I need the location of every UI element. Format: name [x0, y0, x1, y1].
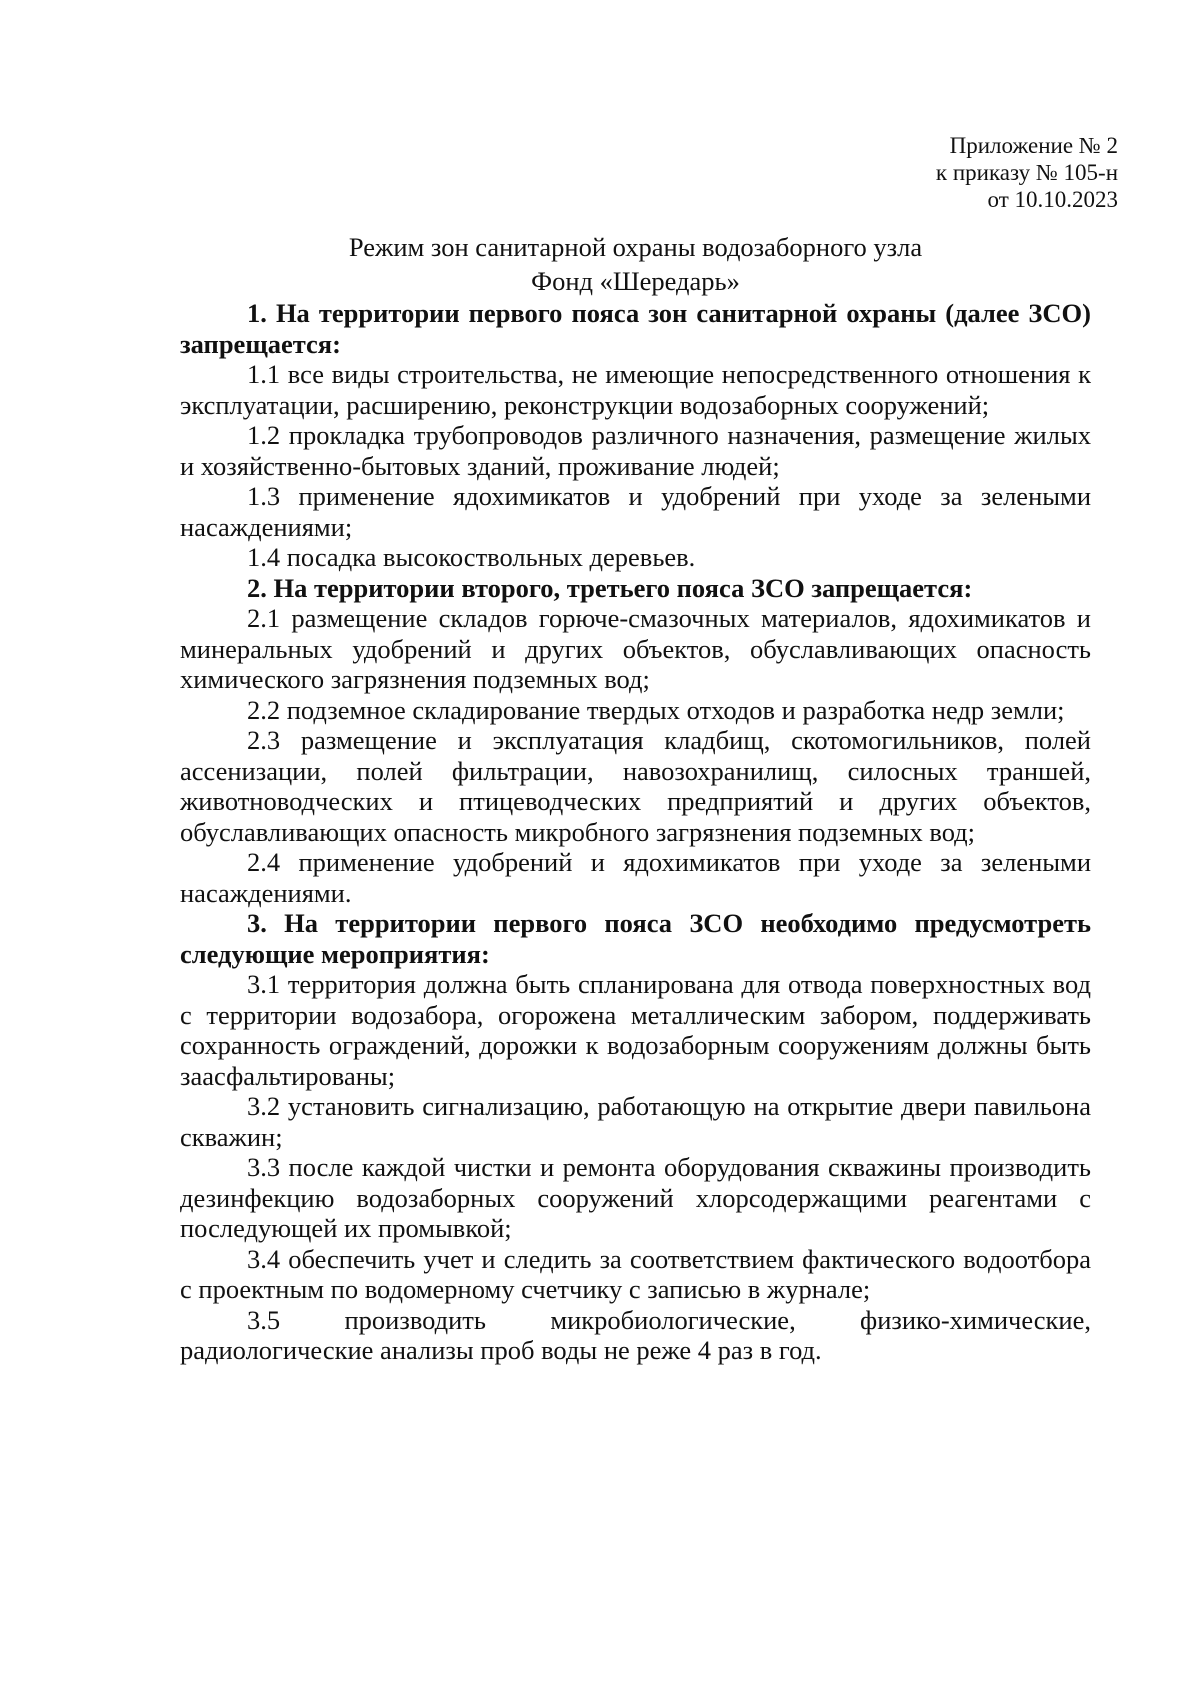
item-3-2: 3.2 установить сигнализацию, работающую на открытие двери павильона скважин; — [180, 1091, 1091, 1152]
annex-order-ref: к приказу № 105-н — [935, 160, 1118, 185]
item-3-4: 3.4 обеспечить учет и следить за соответствием фактического водоотбора с проектным по водомерному счетчику с записью в журнале; — [180, 1243, 1091, 1304]
document-body — [180, 230, 1091, 1366]
annex-number: Приложение № 2 — [949, 133, 1118, 158]
annex-date: от 10.10.2023 — [987, 187, 1118, 212]
section-1-heading: 1. На территории первого пояса зон санитарной охраны (далее ЗСО) запрещается: — [180, 298, 1091, 359]
section-2-heading: 2. На территории второго, третьего пояса ЗСО запрещается: — [247, 572, 973, 603]
item-2-1: 2.1 размещение складов горюче-смазочных материалов, ядохимикатов и минеральных удобрений и других объектов, обуславливающих опасность химического загрязнения подземных вод; — [180, 603, 1091, 694]
item-3-5: 3.5 производить микробиологические, физико-химические, радиологические анализы проб воды не реже 4 раз в год. — [180, 1304, 1091, 1365]
item-1-3: 1.3 применение ядохимикатов и удобрений при уходе за зелеными насаждениями; — [180, 481, 1091, 542]
item-1-2: 1.2 прокладка трубопроводов различного назначения, размещение жилых и хозяйственно-бытовых зданий, проживание людей; — [180, 420, 1091, 481]
document-title — [180, 230, 1091, 298]
section-3-heading: 3. На территории первого пояса ЗСО необходимо предусмотреть следующие мероприятия: — [180, 908, 1091, 969]
item-2-2: 2.2 подземное складирование твердых отходов и разработка недр земли; — [247, 694, 1065, 725]
title-line-2: Фонд «Шередарь» — [531, 266, 740, 296]
item-2-3: 2.3 размещение и эксплуатация кладбищ, скотомогильников, полей ассенизации, полей фильтрации, навозохранилищ, силосных траншей, животноводческих и птицеводческих предприятий и других объектов, обуславливающих опасность микробного загрязнения подземных вод; — [180, 725, 1091, 847]
annex-block — [936, 132, 1118, 213]
title-line-1: Режим зон санитарной охраны водозаборного узла — [348, 232, 923, 262]
item-3-1: 3.1 территория должна быть спланирована для отвода поверхностных вод с территории водозабора, огорожена металлическим забором, поддерживать сохранность ограждений, дорожки к водозаборным сооружениям должны быть заасфальтированы; — [180, 969, 1091, 1091]
item-1-4: 1.4 посадка высокоствольных деревьев. — [247, 542, 696, 572]
item-1-1: 1.1 все виды строительства, не имеющие непосредственного отношения к эксплуатации, расширению, реконструкции водозаборных сооружений; — [180, 359, 1091, 420]
item-2-4: 2.4 применение удобрений и ядохимикатов при уходе за зелеными насаждениями. — [180, 847, 1091, 908]
item-3-3: 3.3 после каждой чистки и ремонта оборудования скважины производить дезинфекцию водозаборных сооружений хлорсодержащими реагентами с последующей их промывкой; — [180, 1152, 1091, 1243]
